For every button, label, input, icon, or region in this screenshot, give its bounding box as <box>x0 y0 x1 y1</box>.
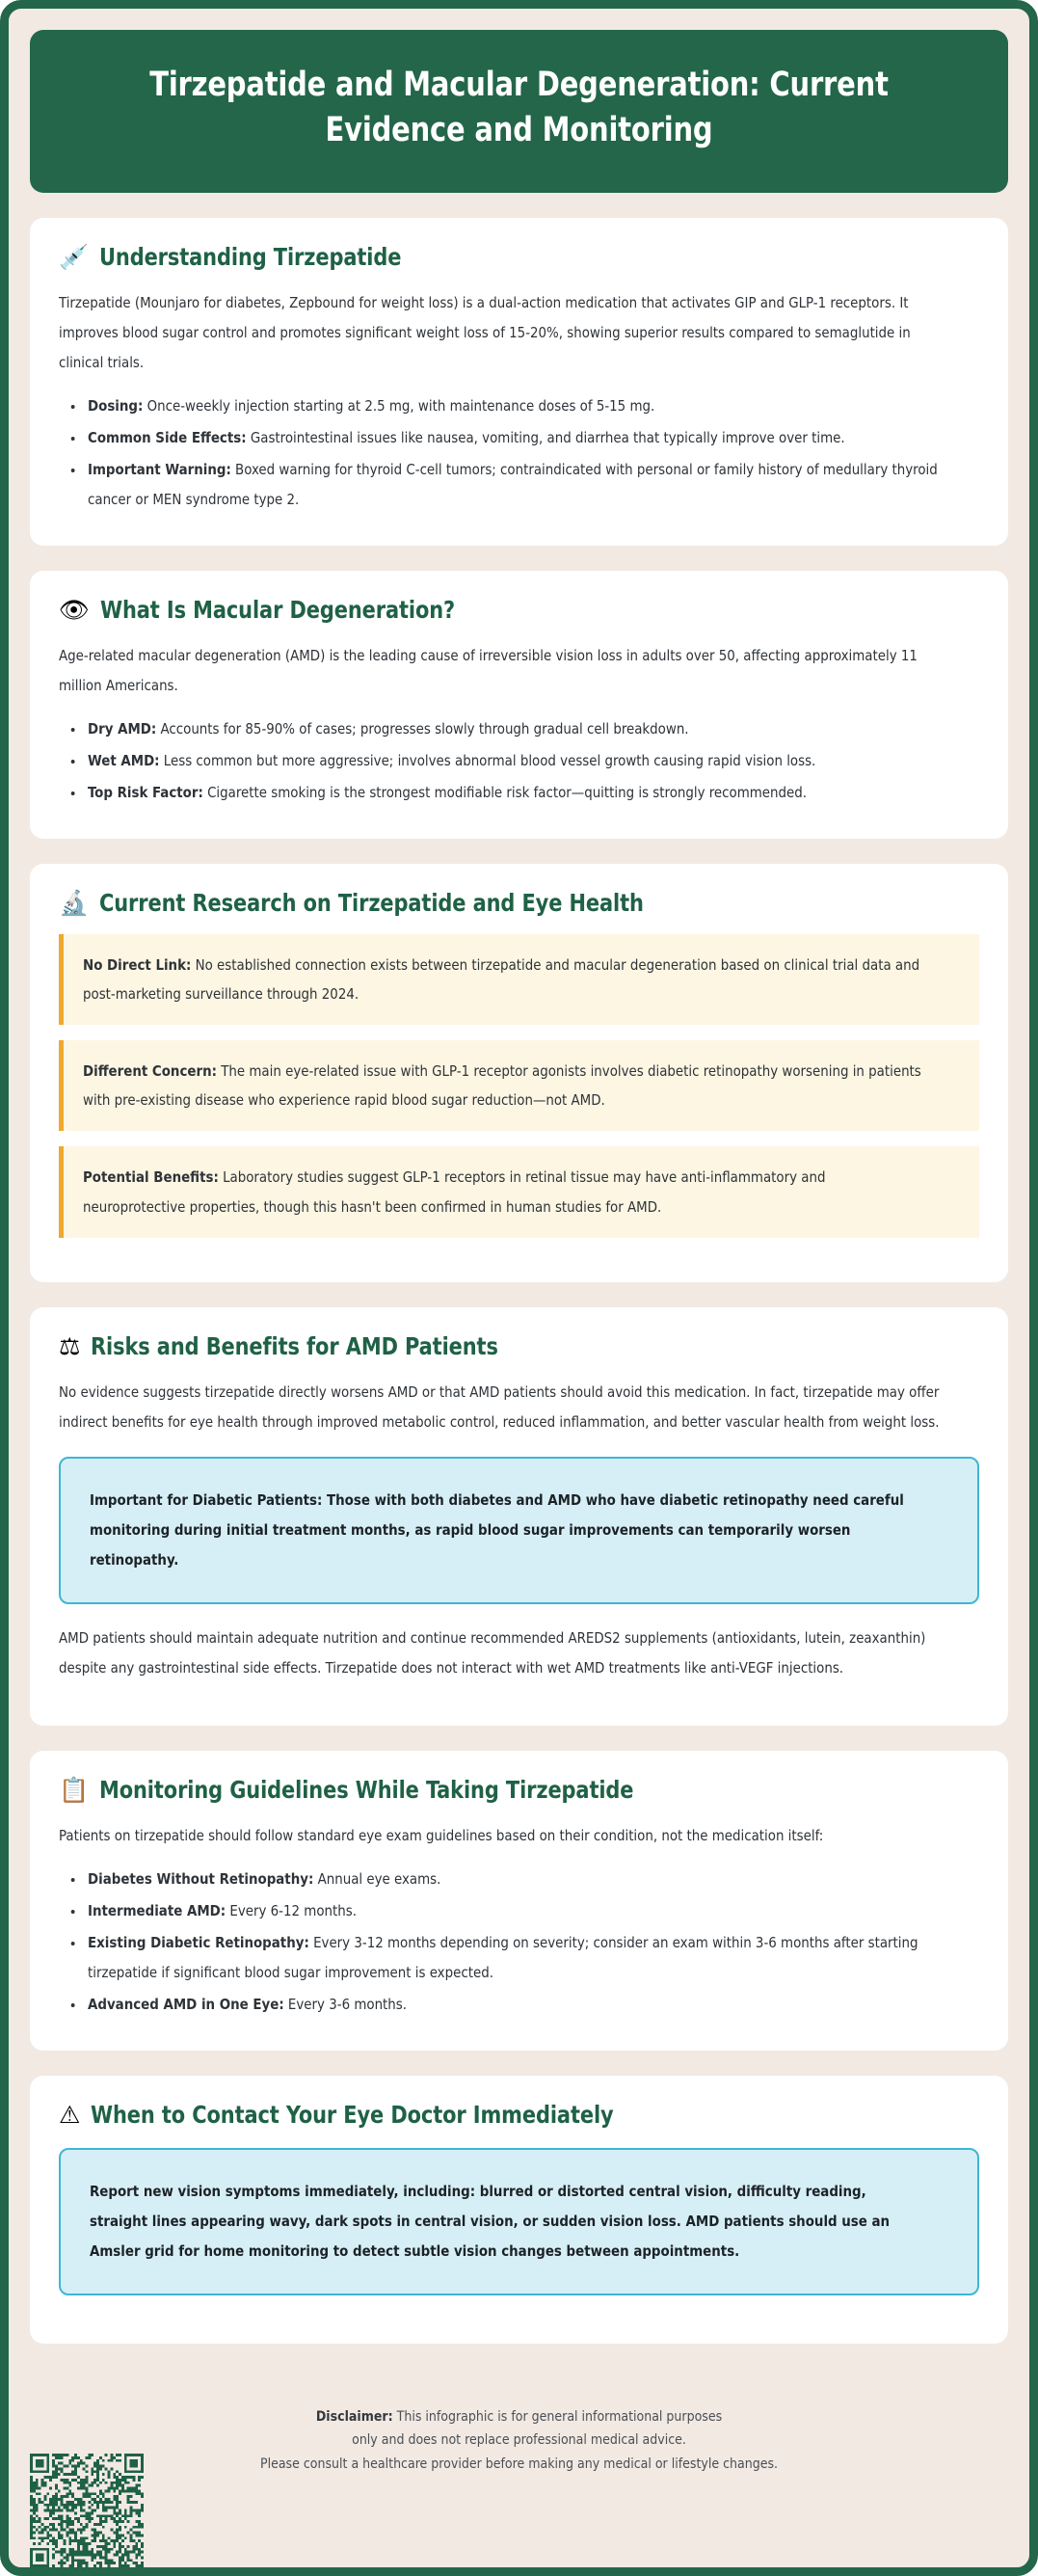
header-banner <box>30 30 1008 193</box>
bullet-list <box>59 714 979 808</box>
list-item-lead: Top Risk Factor: <box>88 783 203 801</box>
section-title: Understanding Tirzepatide <box>99 242 402 271</box>
list-item <box>88 714 944 744</box>
callout-text <box>83 1057 923 1114</box>
section-paragraph-secondary: AMD patients should maintain adequate nutrition and continue recommended AREDS2 supplements (antioxidants, lutein, zeaxanthin) despite any gastrointestinal side effects. Tirzepatide does not interact with wet AMD treatments like anti-VEGF injections. <box>59 1628 926 1677</box>
callout-different-concern <box>59 1040 979 1131</box>
list-item-lead: Wet AMD: <box>88 751 160 769</box>
callout-body: The main eye-related issue with GLP-1 receptor agonists involves diabetic retinopathy worsening in patients with pre-existing disease who experience rapid blood sugar reduction—not AMD. <box>83 1061 921 1110</box>
scales-icon: ⚖ <box>59 1331 81 1360</box>
disclaimer-line-3: Please consult a healthcare provider before making any medical or lifestyle changes. <box>259 2455 779 2472</box>
list-item-lead: Dosing: <box>88 396 144 415</box>
microscope-icon: 🔬 <box>59 888 90 917</box>
list-item <box>88 423 944 453</box>
list-item-text: Gastrointestinal issues like nausea, vomiting, and diarrhea that typically improve over time. <box>246 428 845 446</box>
list-item <box>88 455 944 515</box>
section-title: Current Research on Tirzepatide and Eye Health <box>99 888 644 917</box>
section-monitoring-guidelines <box>30 1751 1008 2051</box>
section-when-to-contact-doctor <box>30 2076 1008 2344</box>
section-header <box>59 2101 979 2129</box>
section-paragraph: No evidence suggests tirzepatide directly worsens AMD or that AMD patients should avoid this medication. In fact, tirzepatide may offer indirect benefits for eye health through improved metabolic control, reduced inflammation, and better vascular health from weight loss. <box>59 1382 940 1431</box>
disclaimer-line-1: This infographic is for general informational purposes <box>392 2408 723 2425</box>
list-item <box>88 1896 944 1926</box>
section-header <box>59 889 979 917</box>
disclaimer-label: Disclaimer: <box>315 2408 393 2425</box>
clipboard-icon: 📋 <box>59 1775 90 1804</box>
list-item-lead: Diabetes Without Retinopathy: <box>88 1869 314 1888</box>
info-box-vision-symptoms <box>59 2148 979 2295</box>
callout-text <box>83 951 923 1008</box>
list-item-lead: Important Warning: <box>88 460 231 478</box>
section-paragraph: Patients on tirzepatide should follow standard eye exam guidelines based on their condition, not the medication itself: <box>59 1826 824 1844</box>
list-item-text: Every 3-6 months. <box>283 1995 408 2013</box>
footer <box>30 2369 1008 2567</box>
bullet-list <box>59 391 979 515</box>
list-item-lead: Existing Diabetic Retinopathy: <box>88 1933 309 1951</box>
list-item-text: Every 3-12 months depending on severity; consider an exam within 3-6 months after starting tirzepatide if significant blood sugar improvement is expected. <box>88 1933 918 1981</box>
list-item <box>88 391 944 421</box>
warning-icon: ⚠ <box>59 2100 81 2129</box>
section-paragraph: Tirzepatide (Mounjaro for diabetes, Zepbound for weight loss) is a dual-action medication that activates GIP and GLP-1 receptors. It improves blood sugar control and promotes significant weight loss of 15-20%, showing superior results compared to semaglutide in clinical trials. <box>59 293 911 371</box>
section-header <box>59 243 979 271</box>
list-item-text: Every 6-12 months. <box>226 1901 357 1919</box>
list-item <box>88 746 944 776</box>
list-item-lead: Advanced AMD in One Eye: <box>88 1995 284 2013</box>
callout-no-direct-link <box>59 934 979 1025</box>
callout-potential-benefits <box>59 1146 979 1237</box>
list-item-lead: Dry AMD: <box>88 719 157 738</box>
callout-body: No established connection exists between tirzepatide and macular degeneration based on clinical trial data and post-marketing surveillance through 2024. <box>83 955 920 1003</box>
section-title: Risks and Benefits for AMD Patients <box>91 1331 499 1360</box>
callout-body: Laboratory studies suggest GLP-1 receptors in retinal tissue may have anti-inflammatory and neuroprotective properties, though this hasn't been confirmed in human studies for AMD. <box>83 1168 826 1216</box>
list-item-text: Cigarette smoking is the strongest modifiable risk factor—quitting is strongly recommended. <box>202 783 808 801</box>
list-item-text: Annual eye exams. <box>313 1869 441 1888</box>
eye-icon: 👁 <box>59 595 90 624</box>
list-item-text: Accounts for 85-90% of cases; progresses slowly through gradual cell breakdown. <box>156 719 689 738</box>
disclaimer-line-2: only and does not replace professional medical advice. <box>352 2432 686 2449</box>
list-item-lead: Common Side Effects: <box>88 428 247 446</box>
callout-text <box>83 1163 923 1221</box>
qr-code-icon <box>30 2454 144 2567</box>
list-item <box>88 778 944 808</box>
section-title: Monitoring Guidelines While Taking Tirzepatide <box>99 1775 634 1804</box>
section-current-research <box>30 864 1008 1282</box>
section-title: When to Contact Your Eye Doctor Immediately <box>91 2100 615 2129</box>
page-title: Tirzepatide and Macular Degeneration: Current Evidence and Monitoring <box>149 66 889 150</box>
info-box-text: Important for Diabetic Patients: Those with both diabetes and AMD who have diabetic retinopathy need careful monitoring during initial treatment months, as rapid blood sugar improvements can temporarily worsen retinopathy. <box>90 1490 904 1569</box>
disclaimer-text <box>30 2402 1008 2477</box>
list-item <box>88 1865 944 1894</box>
callout-lead: Different Concern: <box>83 1061 217 1080</box>
syringe-icon: 💉 <box>59 242 90 271</box>
section-header <box>59 1776 979 1804</box>
list-item <box>88 1990 944 2020</box>
section-what-is-macular-degeneration <box>30 571 1008 839</box>
section-header <box>59 596 979 624</box>
list-item-text: Once-weekly injection starting at 2.5 mg, with maintenance doses of 5-15 mg. <box>143 396 655 415</box>
list-item-text: Boxed warning for thyroid C-cell tumors; contraindicated with personal or family history of medullary thyroid cancer or MEN syndrome type 2. <box>88 460 938 508</box>
section-title: What Is Macular Degeneration? <box>99 595 455 624</box>
callout-lead: Potential Benefits: <box>83 1168 219 1187</box>
callout-lead: No Direct Link: <box>83 955 192 974</box>
section-risks-and-benefits <box>30 1307 1008 1726</box>
section-header <box>59 1332 979 1360</box>
section-paragraph: Age-related macular degeneration (AMD) is the leading cause of irreversible vision loss in adults over 50, affecting approximately 11 million Americans. <box>59 646 918 694</box>
section-understanding-tirzepatide <box>30 218 1008 546</box>
info-box-diabetic-patients <box>59 1457 979 1604</box>
list-item <box>88 1928 944 1988</box>
list-item-lead: Intermediate AMD: <box>88 1901 226 1919</box>
list-item-text: Less common but more aggressive; involves abnormal blood vessel growth causing rapid vision loss. <box>159 751 816 769</box>
info-box-text: Report new vision symptoms immediately, including: blurred or distorted central vision, difficulty reading, straight lines appearing wavy, dark spots in central vision, or sudden vision loss. AMD patients should use an Amsler grid for home monitoring to detect subtle vision changes between appointments. <box>90 2182 891 2260</box>
bullet-list <box>59 1865 979 2020</box>
